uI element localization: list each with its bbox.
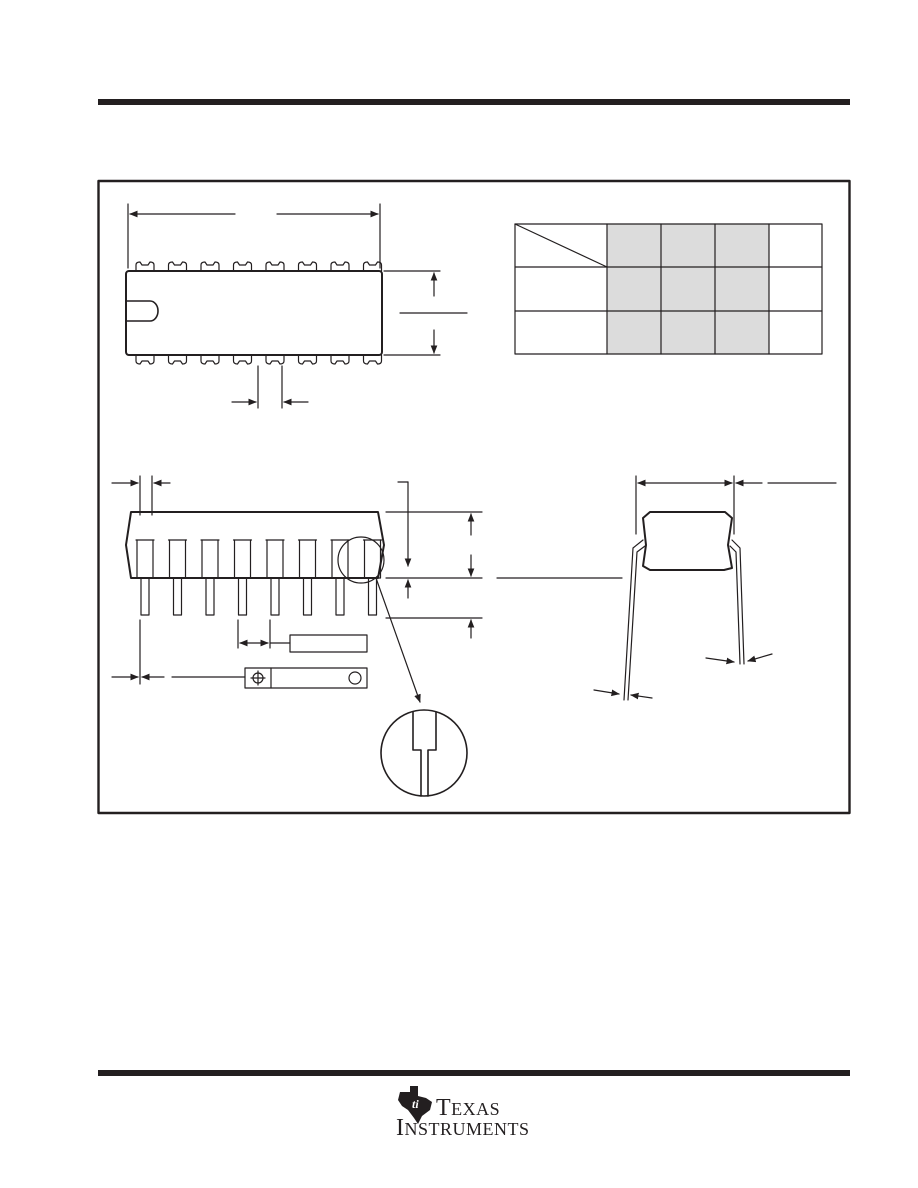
top-view-pin — [299, 355, 317, 364]
top-view-pin — [364, 355, 382, 364]
top-view-pin — [299, 262, 317, 271]
top-view-pin — [201, 262, 219, 271]
top-view-pin — [364, 262, 382, 271]
top-view — [126, 204, 467, 408]
logo-word1-initial: T — [436, 1095, 452, 1121]
top-view-pin — [201, 355, 219, 364]
texas-instruments-logo — [396, 1084, 556, 1144]
side-view — [112, 476, 622, 702]
dimension-table — [515, 224, 822, 354]
footer-rule — [98, 1070, 850, 1076]
top-view-pin — [266, 355, 284, 364]
svg-text:ti: ti — [412, 1097, 419, 1111]
top-view-pin — [331, 355, 349, 364]
top-view-pin — [169, 355, 187, 364]
top-view-pin — [136, 355, 154, 364]
logo-word2-rest: NSTRUMENTS — [404, 1119, 530, 1139]
top-view-pin — [331, 262, 349, 271]
top-view-pin — [266, 262, 284, 271]
top-view-pin — [169, 262, 187, 271]
end-view — [594, 476, 836, 700]
top-view-pin — [136, 262, 154, 271]
top-view-pin — [234, 262, 252, 271]
lead-detail-view — [381, 710, 467, 796]
logo-word2-initial: I — [396, 1115, 405, 1141]
top-view-pin — [234, 355, 252, 364]
logo-word1-rest: EXAS — [451, 1099, 501, 1119]
